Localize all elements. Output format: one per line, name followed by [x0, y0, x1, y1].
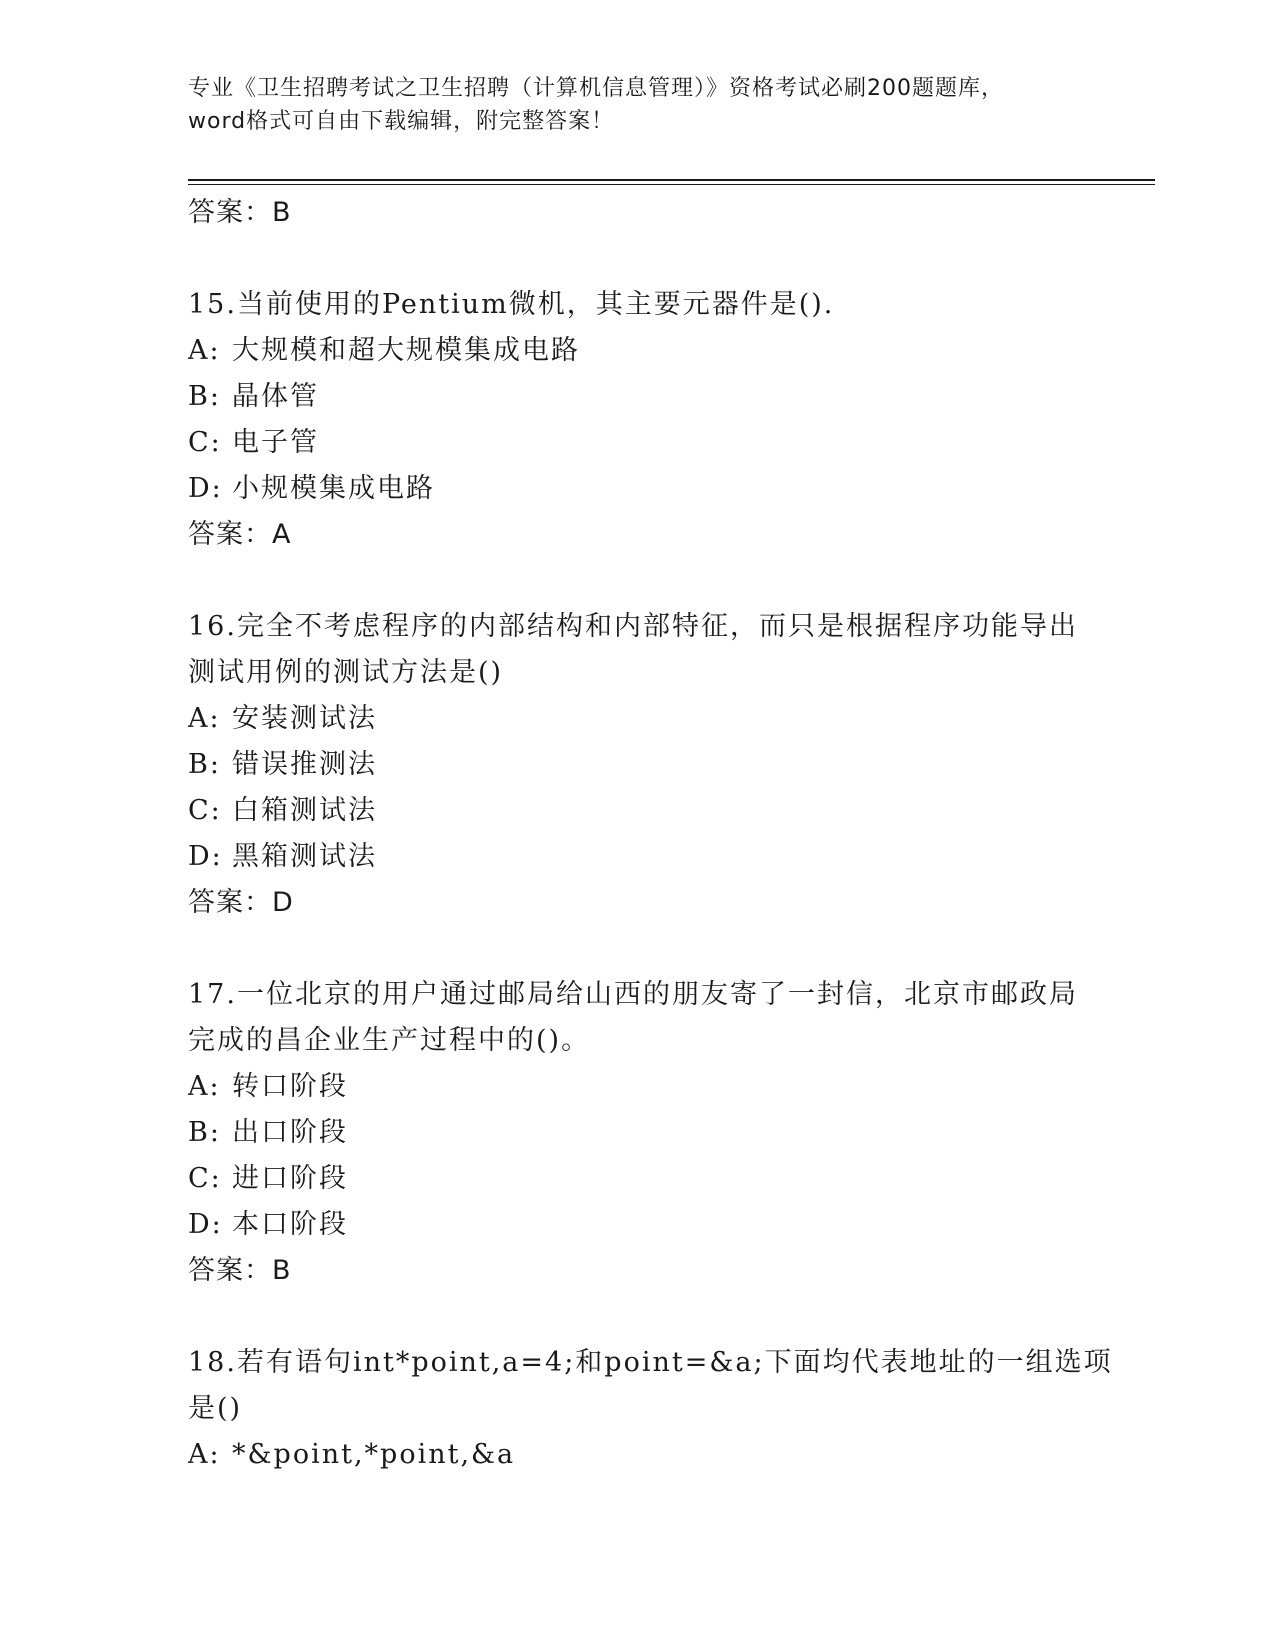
option-text: 小规模集成电路: [232, 473, 435, 504]
option-label: B:: [188, 749, 221, 780]
question-spacer: [188, 926, 1088, 972]
question-spacer: [188, 558, 1088, 604]
question-stem: 15.当前使用的Pentium微机，其主要元器件是().: [188, 289, 835, 320]
answer-option: [188, 1432, 1088, 1478]
answer-option: [188, 374, 1088, 420]
option-text: 晶体管: [232, 381, 319, 412]
question-stem: 测试用例的测试方法是(): [188, 657, 504, 688]
answer-option: [188, 1064, 1088, 1110]
option-label: B:: [188, 381, 221, 412]
header-divider: [188, 179, 1155, 181]
document-header: [188, 72, 1088, 138]
option-label: A:: [188, 1439, 221, 1470]
answer-option: [188, 742, 1088, 788]
question-spacer: [188, 236, 1088, 282]
option-text: *&point,*point,&a: [232, 1439, 516, 1470]
answer-option: [188, 1110, 1088, 1156]
option-text: 黑箱测试法: [232, 841, 377, 872]
option-text: 白箱测试法: [232, 795, 377, 826]
answer-option: [188, 788, 1088, 834]
answer-option: [188, 834, 1088, 880]
question-spacer: [188, 1294, 1088, 1340]
option-text: 电子管: [232, 427, 319, 458]
option-text: 转口阶段: [232, 1071, 348, 1102]
question-block: [188, 604, 1088, 926]
question-stem: 18.若有语句int*point,a=4;和point=&a;下面均代表地址的一组选项: [188, 1347, 1113, 1378]
option-label: D:: [188, 841, 223, 872]
option-label: A:: [188, 1071, 221, 1102]
answer-line: 答案：A: [188, 519, 292, 550]
question-block: [188, 1340, 1113, 1478]
question-block: [188, 972, 1088, 1294]
answer-option: [188, 1202, 1088, 1248]
option-label: C:: [188, 427, 222, 458]
option-text: 出口阶段: [232, 1117, 348, 1148]
answer-option: [188, 420, 1088, 466]
option-text: 本口阶段: [232, 1209, 348, 1240]
option-text: 大规模和超大规模集成电路: [232, 335, 580, 366]
header-divider-thin: [188, 184, 1155, 185]
option-label: D:: [188, 1209, 223, 1240]
answer-option: [188, 466, 1088, 512]
answer-line: 答案：B: [188, 197, 292, 228]
answer-option: [188, 696, 1088, 742]
option-label: A:: [188, 703, 221, 734]
question-list: [188, 190, 1113, 1478]
question-block: [188, 282, 1088, 558]
question-stem: 是(): [188, 1393, 243, 1424]
answer-line: 答案：D: [188, 887, 294, 918]
answer-line: 答案：B: [188, 1255, 292, 1286]
option-label: C:: [188, 1163, 222, 1194]
option-label: D:: [188, 473, 223, 504]
option-text: 错误推测法: [232, 749, 377, 780]
option-label: A:: [188, 335, 221, 366]
option-label: C:: [188, 795, 222, 826]
header-line-1: 专业《卫生招聘考试之卫生招聘（计算机信息管理）》资格考试必刷200题题库，: [188, 76, 1004, 101]
answer-option: [188, 1156, 1088, 1202]
answer-option: [188, 328, 1088, 374]
header-line-2: word格式可自由下载编辑，附完整答案！: [188, 109, 615, 134]
question-stem: 完成的昌企业生产过程中的()。: [188, 1025, 591, 1056]
option-label: B:: [188, 1117, 221, 1148]
question-stem: 17.一位北京的用户通过邮局给山西的朋友寄了一封信，北京市邮政局: [188, 979, 1078, 1010]
question-stem: 16.完全不考虑程序的内部结构和内部特征，而只是根据程序功能导出: [188, 611, 1078, 642]
option-text: 进口阶段: [232, 1163, 348, 1194]
option-text: 安装测试法: [232, 703, 377, 734]
